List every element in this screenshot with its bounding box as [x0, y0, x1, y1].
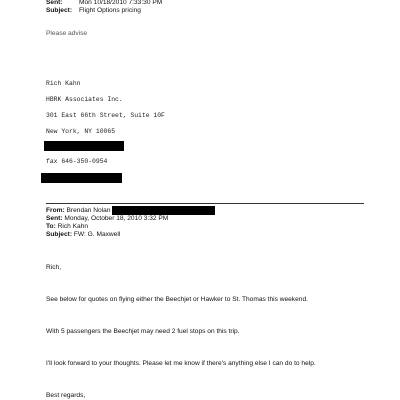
redaction-bar	[41, 173, 122, 183]
sent-value: Mon 10/18/2010 7:33:30 PM	[79, 0, 163, 6]
signature-address2: New York, NY 10065	[46, 128, 116, 135]
fwd-to-value: Rich Kahn	[57, 223, 89, 230]
fwd-subject-row	[46, 231, 120, 239]
redaction-bar	[112, 206, 215, 215]
sent-row	[46, 0, 162, 7]
signature-fax: fax 646-350-0954	[46, 158, 108, 165]
subject-value: Flight Options pricing	[79, 7, 141, 14]
fwd-from-label: From:	[46, 207, 65, 214]
body-greeting: Rich,	[46, 264, 62, 271]
fwd-sent-row	[46, 215, 168, 223]
fwd-to-label: To:	[46, 223, 56, 230]
signature-company: HBRK Associates Inc.	[46, 96, 123, 103]
body-paragraph-3: I'll look forward to your thoughts. Please let me know if there's anything else I can do to help.	[46, 360, 316, 367]
sent-label: Sent:	[46, 0, 63, 6]
subject-label: Subject:	[46, 7, 73, 14]
body-paragraph-1: See below for quotes on flying either the Beechjet or Hawker to St. Thomas this weekend.	[46, 296, 308, 303]
signature-address1: 301 East 66th Street, Suite 10F	[46, 112, 165, 119]
body-paragraph-2: With 5 passengers the Beechjet may need 2 fuel stops on this trip.	[46, 328, 240, 335]
reply-text: Please advise	[46, 30, 88, 37]
fwd-from-row	[46, 207, 111, 215]
fwd-to-row	[46, 223, 88, 231]
body-closing: Best regards,	[46, 392, 86, 399]
fwd-subject-value: FW: G. Maxwell	[73, 231, 121, 238]
signature-name: Rich Kahn	[46, 80, 81, 87]
subject-row	[46, 7, 141, 15]
divider	[46, 203, 364, 204]
redaction-bar	[44, 141, 124, 151]
fwd-sent-label: Sent:	[46, 215, 63, 222]
fwd-subject-label: Subject:	[46, 231, 73, 238]
fwd-from-value: Brendan Nolan	[66, 207, 111, 214]
fwd-sent-value: Monday, October 18, 2010 3:32 PM	[64, 215, 169, 222]
